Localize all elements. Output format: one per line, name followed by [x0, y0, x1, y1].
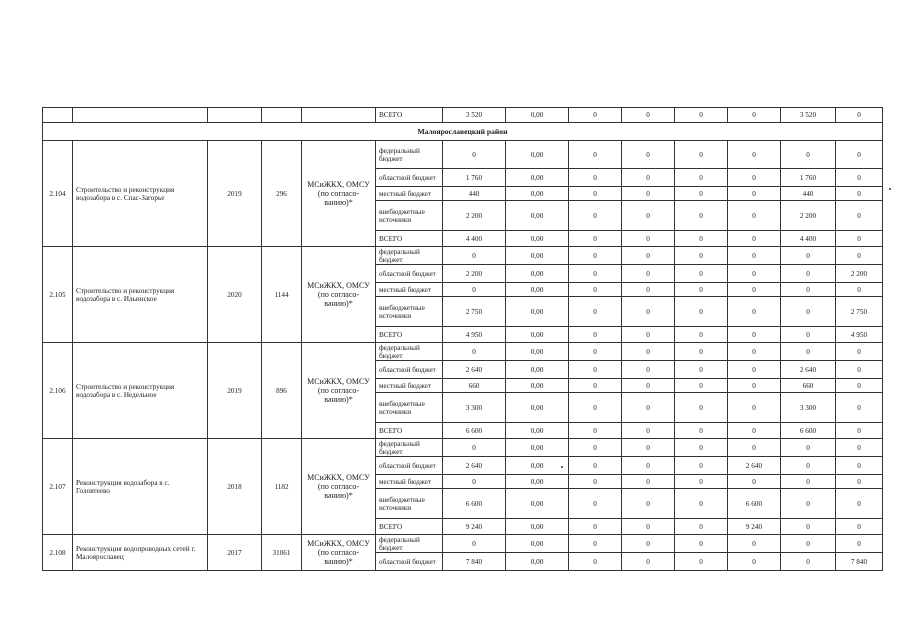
value-cell: 0,00: [506, 141, 569, 169]
project-executor: МСиЖКХ, ОМСУ (по согласо-ванию)*: [302, 535, 376, 571]
value-cell: 0: [622, 283, 675, 297]
project-number: 2.106: [43, 343, 73, 439]
value-cell: 0: [675, 141, 728, 169]
value-cell: 0: [728, 297, 781, 327]
scan-speck: [561, 466, 563, 468]
value-cell: 0,00: [506, 393, 569, 423]
value-cell: 0: [622, 457, 675, 475]
value-cell: 0: [675, 457, 728, 475]
project-capacity: 296: [262, 141, 302, 247]
empty-cell: [208, 108, 262, 123]
value-cell: 0: [728, 535, 781, 553]
value-cell: 0: [836, 108, 883, 123]
value-cell: 0: [569, 201, 622, 231]
value-cell: 0: [569, 457, 622, 475]
value-cell: 0: [569, 231, 622, 247]
value-cell: 9 240: [728, 519, 781, 535]
value-cell: 0: [622, 423, 675, 439]
scan-speck: [889, 188, 891, 190]
value-cell: 0: [675, 519, 728, 535]
value-cell: 0: [675, 361, 728, 379]
funding-type-cell: внебюджетные источники: [376, 201, 443, 231]
value-cell: 0: [836, 231, 883, 247]
value-cell: 0,00: [506, 265, 569, 283]
value-cell: 0: [622, 297, 675, 327]
value-cell: 2 640: [443, 361, 506, 379]
value-cell: 2 640: [781, 361, 836, 379]
value-cell: 0: [443, 475, 506, 489]
funding-type-cell: федеральный бюджет: [376, 141, 443, 169]
value-cell: 0: [675, 231, 728, 247]
value-cell: 1 760: [443, 169, 506, 187]
funding-type-cell: областной бюджет: [376, 169, 443, 187]
value-cell: 7 840: [836, 553, 883, 571]
project-number: 2.105: [43, 247, 73, 343]
value-cell: 0: [443, 343, 506, 361]
value-cell: 0: [728, 343, 781, 361]
funding-type-cell: внебюджетные источники: [376, 489, 443, 519]
value-cell: 0: [781, 553, 836, 571]
project-name: Строительство и реконструкция водозабора в с. Ильинское: [73, 247, 208, 343]
value-cell: 0: [569, 343, 622, 361]
value-cell: 0: [622, 108, 675, 123]
project-year: 2017: [208, 535, 262, 571]
funding-type-cell: ВСЕГО: [376, 108, 443, 123]
funding-type-cell: ВСЕГО: [376, 327, 443, 343]
value-cell: 0: [569, 283, 622, 297]
project-capacity: 1182: [262, 439, 302, 535]
value-cell: 2 200: [781, 201, 836, 231]
value-cell: 0: [728, 265, 781, 283]
value-cell: 0: [836, 475, 883, 489]
value-cell: 0: [622, 475, 675, 489]
value-cell: 0: [728, 201, 781, 231]
empty-cell: [262, 108, 302, 123]
value-cell: 0,00: [506, 327, 569, 343]
value-cell: 6 600: [781, 423, 836, 439]
table-row: [43, 247, 883, 265]
value-cell: 0: [675, 439, 728, 457]
value-cell: 0: [569, 247, 622, 265]
value-cell: 0: [728, 187, 781, 201]
value-cell: 4 950: [836, 327, 883, 343]
value-cell: 4 950: [443, 327, 506, 343]
funding-type-cell: областной бюджет: [376, 361, 443, 379]
value-cell: 0: [675, 297, 728, 327]
project-executor: МСиЖКХ, ОМСУ (по согласо-ванию)*: [302, 247, 376, 343]
value-cell: 0: [836, 379, 883, 393]
table-row: [43, 535, 883, 553]
value-cell: 0: [781, 489, 836, 519]
value-cell: 0: [781, 457, 836, 475]
funding-type-cell: областной бюджет: [376, 457, 443, 475]
value-cell: 0: [622, 489, 675, 519]
value-cell: 0: [675, 169, 728, 187]
empty-cell: [302, 108, 376, 123]
value-cell: 0: [675, 201, 728, 231]
value-cell: 0: [569, 169, 622, 187]
value-cell: 0: [781, 439, 836, 457]
value-cell: 0: [675, 475, 728, 489]
project-name: Строительство и реконструкция водозабора в с. Недельное: [73, 343, 208, 439]
funding-type-cell: областной бюджет: [376, 265, 443, 283]
table-row: [43, 343, 883, 361]
district-row: [43, 123, 883, 141]
funding-type-cell: местный бюджет: [376, 475, 443, 489]
funding-type-cell: местный бюджет: [376, 283, 443, 297]
funding-type-cell: федеральный бюджет: [376, 247, 443, 265]
value-cell: 0: [836, 343, 883, 361]
value-cell: 7 840: [443, 553, 506, 571]
value-cell: 0: [836, 141, 883, 169]
value-cell: 0,00: [506, 169, 569, 187]
value-cell: 0: [622, 231, 675, 247]
value-cell: 0: [569, 361, 622, 379]
value-cell: 2 200: [443, 265, 506, 283]
value-cell: 2 200: [443, 201, 506, 231]
value-cell: 0: [836, 247, 883, 265]
value-cell: 0: [622, 519, 675, 535]
value-cell: 0: [781, 265, 836, 283]
value-cell: 0: [622, 393, 675, 423]
project-name: Реконструкция водопроводных сетей г. Малоярославец: [73, 535, 208, 571]
value-cell: 0: [622, 247, 675, 265]
value-cell: 0: [836, 393, 883, 423]
value-cell: 0: [781, 247, 836, 265]
funding-type-cell: ВСЕГО: [376, 231, 443, 247]
project-number: 2.108: [43, 535, 73, 571]
value-cell: 0: [728, 423, 781, 439]
value-cell: 0: [781, 343, 836, 361]
value-cell: 1 760: [781, 169, 836, 187]
value-cell: 0,00: [506, 108, 569, 123]
table-body: [43, 108, 883, 571]
value-cell: 0,00: [506, 201, 569, 231]
value-cell: 0: [836, 489, 883, 519]
funding-type-cell: местный бюджет: [376, 379, 443, 393]
value-cell: 0: [836, 283, 883, 297]
project-year: 2018: [208, 439, 262, 535]
value-cell: 0,00: [506, 475, 569, 489]
value-cell: 0,00: [506, 187, 569, 201]
value-cell: 0: [675, 283, 728, 297]
district-title: Малоярославецкий район: [43, 123, 883, 141]
value-cell: 0: [622, 379, 675, 393]
project-name: Реконструкция водозабора в с. Головтеево: [73, 439, 208, 535]
empty-cell: [43, 108, 73, 123]
value-cell: 0: [728, 327, 781, 343]
value-cell: 0,00: [506, 297, 569, 327]
value-cell: 0: [728, 108, 781, 123]
project-executor: МСиЖКХ, ОМСУ (по согласо-ванию)*: [302, 343, 376, 439]
value-cell: 0: [836, 519, 883, 535]
project-name: Строительство и реконструкция водозабора в с. Спас-Загорье: [73, 141, 208, 247]
value-cell: 0: [569, 393, 622, 423]
value-cell: 0: [622, 343, 675, 361]
value-cell: 2 750: [443, 297, 506, 327]
value-cell: 0: [569, 379, 622, 393]
value-cell: 660: [781, 379, 836, 393]
value-cell: 0: [569, 141, 622, 169]
value-cell: 0: [728, 439, 781, 457]
table-row: [43, 141, 883, 169]
value-cell: 0: [443, 535, 506, 553]
value-cell: 0,00: [506, 247, 569, 265]
value-cell: 0: [781, 475, 836, 489]
value-cell: 2 750: [836, 297, 883, 327]
value-cell: 2 640: [728, 457, 781, 475]
project-capacity: 896: [262, 343, 302, 439]
value-cell: 0: [728, 379, 781, 393]
value-cell: 0: [569, 187, 622, 201]
value-cell: 0: [675, 535, 728, 553]
value-cell: 0,00: [506, 379, 569, 393]
value-cell: 0: [781, 535, 836, 553]
value-cell: 0: [781, 283, 836, 297]
value-cell: 0: [728, 141, 781, 169]
project-capacity: 1144: [262, 247, 302, 343]
value-cell: 2 200: [836, 265, 883, 283]
value-cell: 0: [622, 361, 675, 379]
value-cell: 0: [569, 519, 622, 535]
value-cell: 0: [675, 108, 728, 123]
value-cell: 0: [836, 201, 883, 231]
value-cell: 0: [675, 553, 728, 571]
project-executor: МСиЖКХ, ОМСУ (по согласо-ванию)*: [302, 141, 376, 247]
value-cell: 0: [675, 187, 728, 201]
value-cell: 0: [675, 265, 728, 283]
value-cell: 0: [622, 201, 675, 231]
value-cell: 4 400: [443, 231, 506, 247]
value-cell: 0: [836, 457, 883, 475]
value-cell: 0: [569, 423, 622, 439]
funding-type-cell: ВСЕГО: [376, 519, 443, 535]
value-cell: 0,00: [506, 343, 569, 361]
value-cell: 0: [622, 327, 675, 343]
project-year: 2019: [208, 343, 262, 439]
value-cell: 0: [836, 423, 883, 439]
value-cell: 0: [569, 489, 622, 519]
value-cell: 0: [569, 327, 622, 343]
value-cell: 660: [443, 379, 506, 393]
value-cell: 0: [781, 297, 836, 327]
value-cell: 6 600: [443, 423, 506, 439]
project-number: 2.104: [43, 141, 73, 247]
project-executor: МСиЖКХ, ОМСУ (по согласо-ванию)*: [302, 439, 376, 535]
value-cell: 6 600: [728, 489, 781, 519]
value-cell: 0: [675, 393, 728, 423]
value-cell: 0: [781, 327, 836, 343]
value-cell: 440: [443, 187, 506, 201]
value-cell: 0,00: [506, 439, 569, 457]
investment-table: [42, 107, 883, 571]
value-cell: 0: [781, 141, 836, 169]
value-cell: 0: [675, 489, 728, 519]
funding-type-cell: федеральный бюджет: [376, 535, 443, 553]
empty-cell: [73, 108, 208, 123]
value-cell: 0: [836, 187, 883, 201]
table-row: [43, 108, 883, 123]
value-cell: 0: [569, 535, 622, 553]
value-cell: 0,00: [506, 489, 569, 519]
value-cell: 0: [569, 108, 622, 123]
value-cell: 3 520: [443, 108, 506, 123]
project-number: 2.107: [43, 439, 73, 535]
value-cell: 0: [675, 379, 728, 393]
value-cell: 3 300: [443, 393, 506, 423]
value-cell: 0: [443, 283, 506, 297]
value-cell: 9 240: [443, 519, 506, 535]
value-cell: 0: [728, 283, 781, 297]
value-cell: 0: [728, 361, 781, 379]
project-capacity: 31061: [262, 535, 302, 571]
funding-type-cell: местный бюджет: [376, 187, 443, 201]
value-cell: 0: [836, 535, 883, 553]
value-cell: 0: [569, 553, 622, 571]
value-cell: 0,00: [506, 519, 569, 535]
value-cell: 0: [569, 265, 622, 283]
value-cell: 0: [675, 343, 728, 361]
value-cell: 440: [781, 187, 836, 201]
value-cell: 0,00: [506, 231, 569, 247]
value-cell: 0: [728, 475, 781, 489]
value-cell: 0: [569, 475, 622, 489]
value-cell: 0: [836, 439, 883, 457]
value-cell: 0: [622, 169, 675, 187]
value-cell: 0: [569, 439, 622, 457]
funding-type-cell: областной бюджет: [376, 553, 443, 571]
table-row: [43, 439, 883, 457]
funding-type-cell: федеральный бюджет: [376, 343, 443, 361]
value-cell: 0: [622, 553, 675, 571]
value-cell: 0: [836, 361, 883, 379]
value-cell: 0: [728, 169, 781, 187]
funding-type-cell: ВСЕГО: [376, 423, 443, 439]
value-cell: 0: [728, 393, 781, 423]
value-cell: 0: [622, 187, 675, 201]
project-year: 2020: [208, 247, 262, 343]
value-cell: 0: [728, 231, 781, 247]
value-cell: 0,00: [506, 283, 569, 297]
value-cell: 0: [836, 169, 883, 187]
value-cell: 0: [728, 553, 781, 571]
value-cell: 0: [622, 265, 675, 283]
value-cell: 0,00: [506, 553, 569, 571]
value-cell: 0: [443, 439, 506, 457]
funding-type-cell: внебюджетные источники: [376, 393, 443, 423]
value-cell: 0,00: [506, 361, 569, 379]
value-cell: 0: [781, 519, 836, 535]
value-cell: 0: [443, 247, 506, 265]
value-cell: 3 520: [781, 108, 836, 123]
value-cell: 0: [675, 423, 728, 439]
value-cell: 0: [675, 247, 728, 265]
value-cell: 6 600: [443, 489, 506, 519]
value-cell: 0: [728, 247, 781, 265]
value-cell: 0: [622, 141, 675, 169]
value-cell: 0: [675, 327, 728, 343]
value-cell: 0,00: [506, 423, 569, 439]
value-cell: 0,00: [506, 457, 569, 475]
funding-type-cell: федеральный бюджет: [376, 439, 443, 457]
value-cell: 3 300: [781, 393, 836, 423]
project-year: 2019: [208, 141, 262, 247]
value-cell: 0: [443, 141, 506, 169]
value-cell: 0,00: [506, 535, 569, 553]
value-cell: 4 400: [781, 231, 836, 247]
value-cell: 0: [622, 439, 675, 457]
value-cell: 0: [622, 535, 675, 553]
value-cell: 2 640: [443, 457, 506, 475]
value-cell: 0: [569, 297, 622, 327]
funding-type-cell: внебюджетные источники: [376, 297, 443, 327]
